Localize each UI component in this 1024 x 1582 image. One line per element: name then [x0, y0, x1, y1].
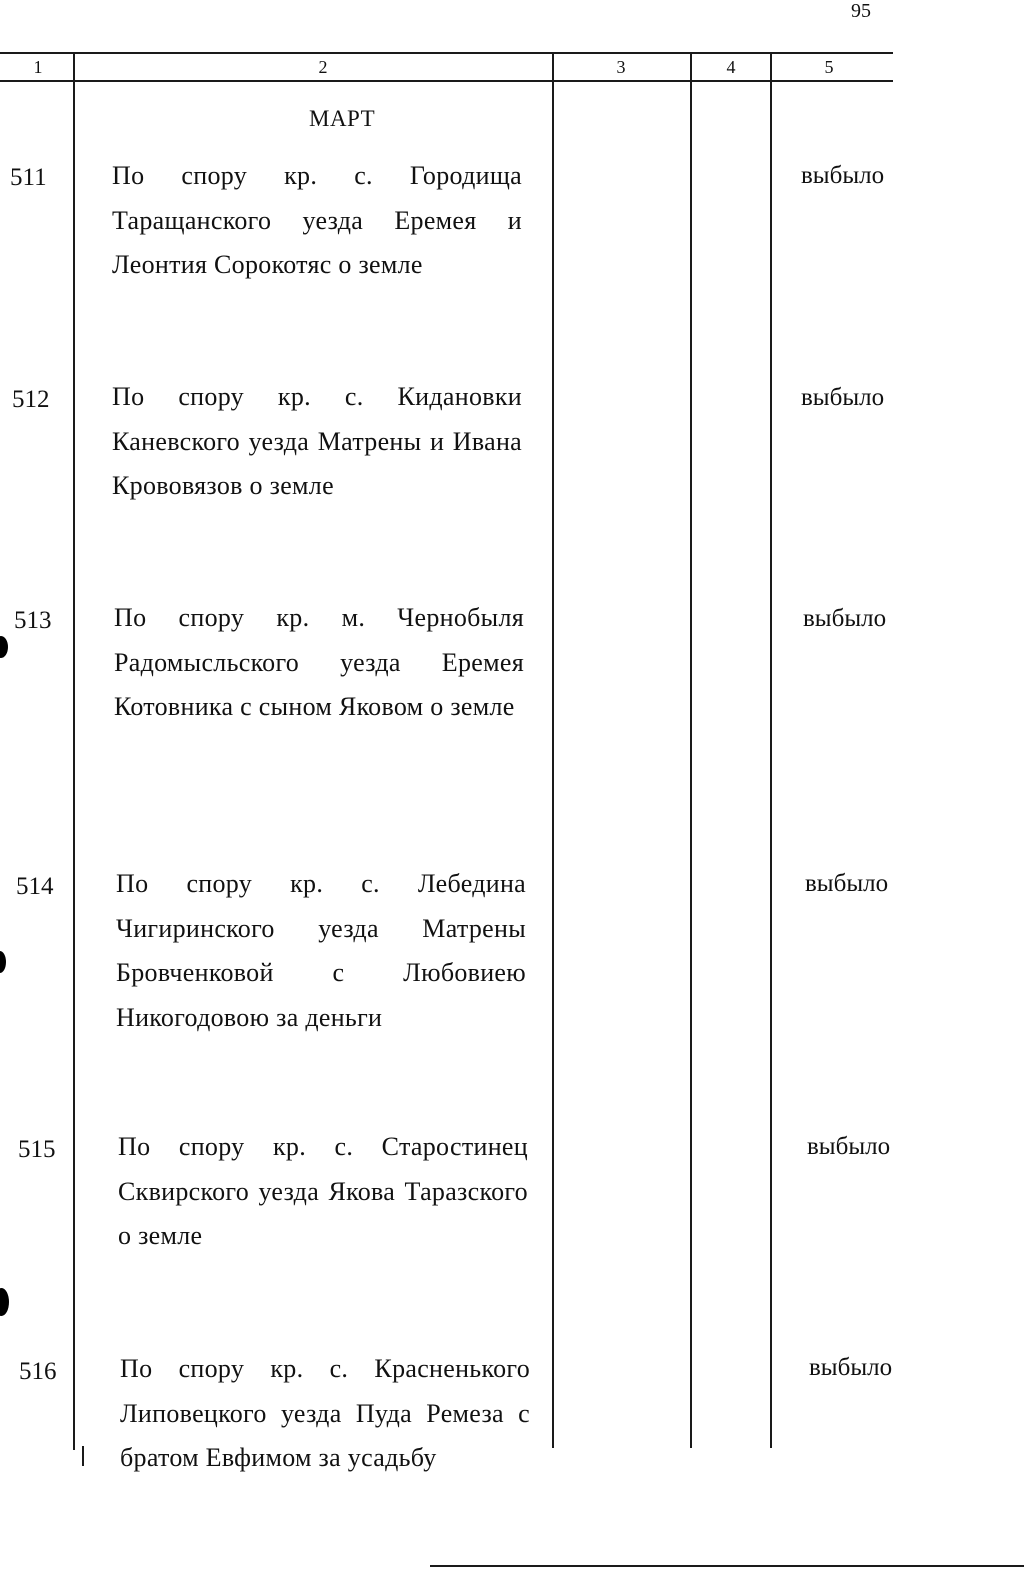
column-divider-3: [690, 53, 692, 1448]
month-heading: МАРТ: [309, 106, 376, 131]
record-number: 515: [18, 1136, 56, 1163]
column-header-1: 1: [33, 57, 43, 77]
record-number: 511: [10, 164, 47, 191]
column-header-2: 2: [318, 57, 328, 77]
column-divider-2: [552, 53, 554, 1448]
record-text: По спору кр. м. Чернобыля Радомысльского уезда Еремея Котовника с сыном Яковом о земле: [114, 603, 524, 721]
record-text: По спору кр. с. Кидановки Каневского уезда Матрены и Ивана Крововязов о земле: [112, 382, 522, 500]
record-status: выбыло: [807, 1133, 891, 1160]
binder-hole-mark: [0, 951, 6, 973]
record-text: По спору кр. с. Старостинец Сквирского уезда Якова Таразского о земле: [118, 1132, 528, 1250]
header-bottom-rule: [0, 80, 893, 82]
header-top-rule: [0, 52, 893, 54]
record-number: 513: [14, 607, 52, 634]
record-status: выбыло: [809, 1354, 893, 1381]
bottom-rule: [430, 1565, 1024, 1567]
record-text: По спору кр. с. Красненького Липовецкого уезда Пуда Ремеза с братом Евфимом за усадьбу: [120, 1354, 530, 1472]
record-status: выбыло: [805, 870, 889, 897]
record-status: выбыло: [803, 605, 887, 632]
record-text: По спору кр. с. Лебедина Чигиринского уезда Матрены Бровченковой с Любовиею Никогодовою за деньги: [116, 869, 526, 1032]
column-header-4: 4: [726, 57, 736, 77]
binder-hole-mark: [0, 1288, 9, 1316]
column-header-5: 5: [824, 57, 834, 77]
record-number: 516: [19, 1358, 57, 1385]
record-text: По спору кр. с. Городища Таращанского уезда Еремея и Леонтия Сорокотяс о земле: [112, 161, 522, 279]
record-number: 512: [12, 386, 50, 413]
column-divider-1-lower: [82, 1446, 84, 1466]
record-status: выбыло: [801, 162, 885, 189]
record-status: выбыло: [801, 384, 885, 411]
column-header-3: 3: [616, 57, 626, 77]
page-number: 95: [851, 0, 871, 22]
column-divider-4: [770, 53, 772, 1448]
column-divider-1: [73, 53, 75, 1450]
record-number: 514: [16, 873, 54, 900]
binder-hole-mark: [0, 636, 8, 658]
